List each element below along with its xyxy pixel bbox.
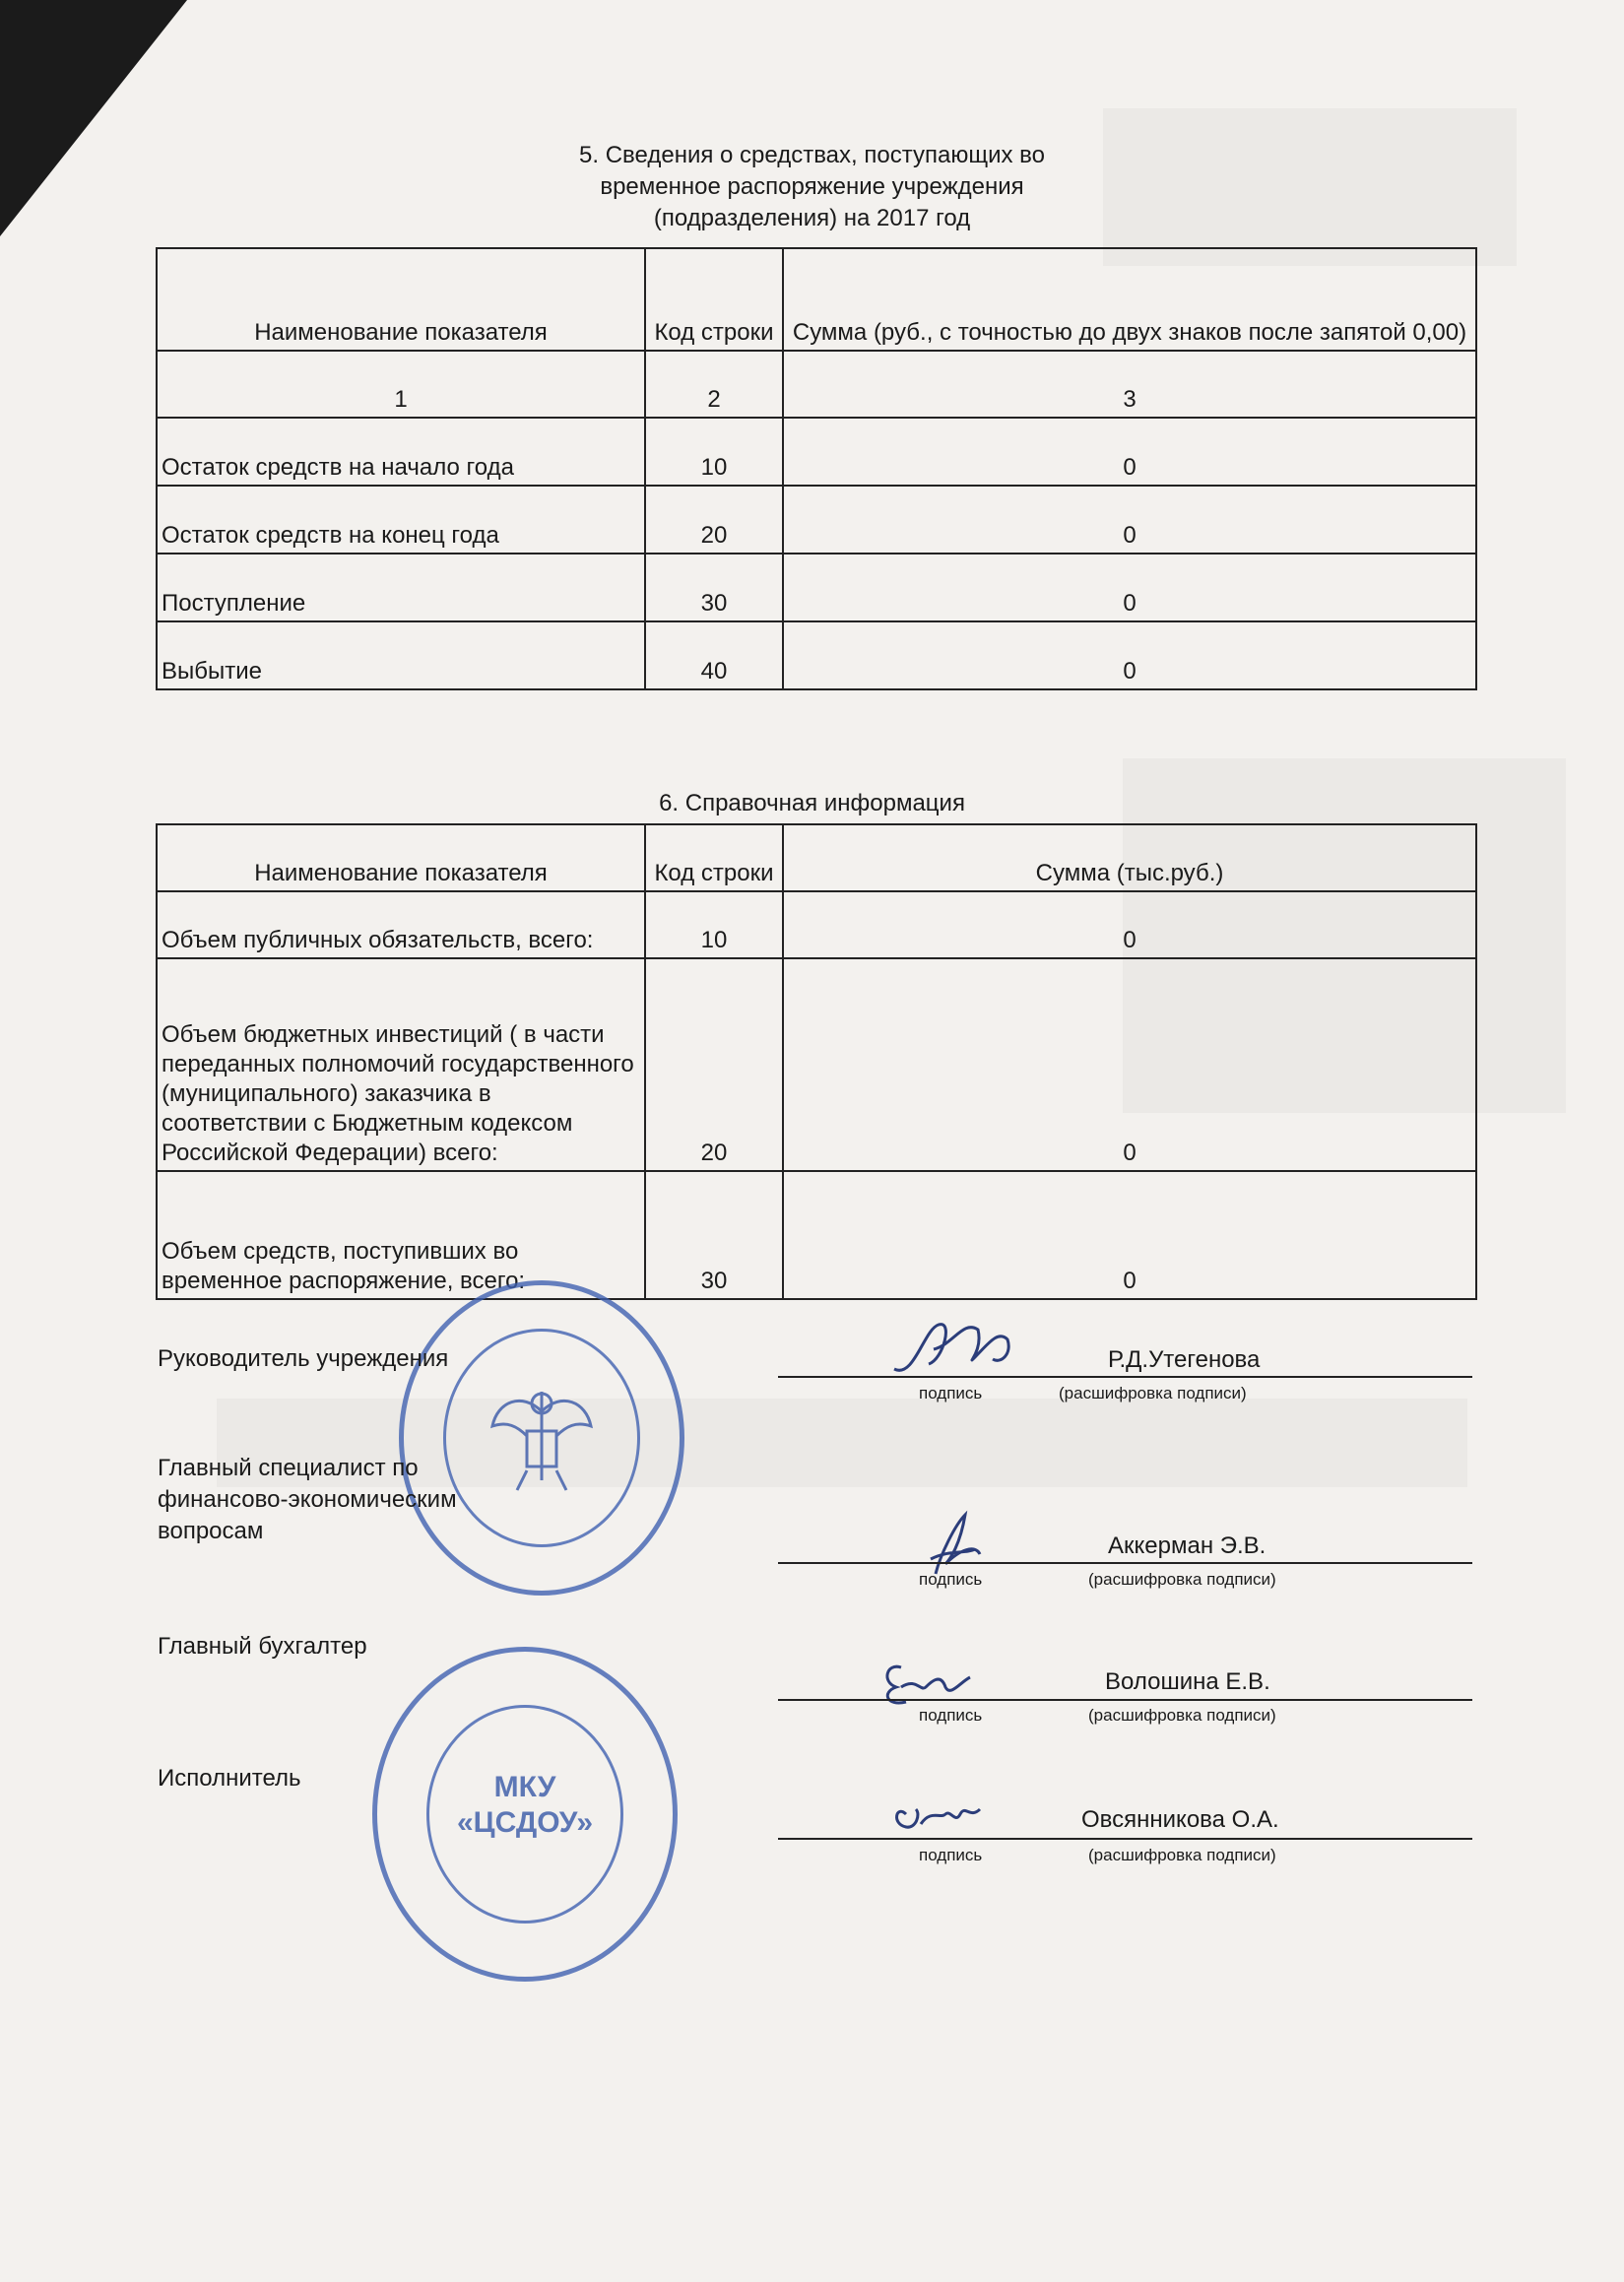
signature-caption: подпись: [919, 1570, 983, 1589]
section5-title-line: 5. Сведения о средствах, поступающих во: [579, 142, 1045, 168]
column-number: 1: [157, 351, 645, 418]
seal-line: МКУ: [493, 1771, 556, 1803]
row-code: 30: [645, 1171, 783, 1299]
header-cell: Наименование показателя: [157, 248, 645, 351]
row-sum: 0: [783, 554, 1476, 621]
header-cell: Сумма (тыс.руб.): [783, 824, 1476, 891]
row-name: Объем бюджетных инвестиций ( в части переданных полномочий государственного (муниципального) заказчика в соответствии с Бюджетным кодексом Российской Федерации) всего:: [157, 958, 645, 1171]
row-name: Остаток средств на начало года: [157, 418, 645, 486]
table-row: [157, 418, 1476, 486]
table-row: [157, 1171, 1476, 1299]
signatory-name: Овсянникова О.А.: [1081, 1806, 1279, 1833]
section5-table: [156, 247, 1477, 690]
name-caption: (расшифровка подписи): [1088, 1570, 1276, 1589]
coat-of-arms-icon: [483, 1372, 601, 1500]
table-row: [157, 958, 1476, 1171]
name-caption: (расшифровка подписи): [1088, 1846, 1276, 1864]
signature-role: Руководитель учреждения: [158, 1345, 449, 1372]
table-row: [157, 621, 1476, 689]
header-cell: Код строки: [645, 824, 783, 891]
signature-role: Главный бухгалтер: [158, 1633, 367, 1660]
handwritten-signature: [872, 1653, 980, 1712]
header-cell: Сумма (руб., с точностью до двух знаков после запятой 0,00): [783, 248, 1476, 351]
header-cell: Наименование показателя: [157, 824, 645, 891]
column-number-row: [157, 351, 1476, 418]
row-sum: 0: [783, 621, 1476, 689]
signatory-name: Волошина Е.В.: [1105, 1668, 1270, 1695]
row-sum: 0: [783, 958, 1476, 1171]
table-row: [157, 486, 1476, 554]
row-name: Объем публичных обязательств, всего:: [157, 891, 645, 958]
row-name: Выбытие: [157, 621, 645, 689]
row-sum: 0: [783, 1171, 1476, 1299]
row-code: 10: [645, 418, 783, 486]
section5-title: [0, 140, 1624, 234]
table-header-row: [157, 248, 1476, 351]
seal-line: «ЦСДОУ»: [456, 1806, 594, 1839]
section5-title-line: (подразделения) на 2017 год: [653, 205, 971, 231]
header-cell: Код строки: [645, 248, 783, 351]
name-caption: (расшифровка подписи): [1088, 1706, 1276, 1725]
signature-line: [778, 1699, 1472, 1701]
signature-role: Главный специалист по финансово-экономическим вопросам: [158, 1455, 457, 1544]
section5-title-line: временное распоряжение учреждения: [600, 173, 1024, 200]
official-seal-lower: [372, 1647, 678, 1982]
signature-caption: подпись: [919, 1706, 983, 1725]
name-caption: (расшифровка подписи): [1059, 1384, 1247, 1402]
row-code: 30: [645, 554, 783, 621]
signature-line: [778, 1838, 1472, 1840]
row-code: 20: [645, 486, 783, 554]
signatory-name: Р.Д.Утегенова: [1108, 1346, 1261, 1373]
row-sum: 0: [783, 891, 1476, 958]
row-sum: 0: [783, 418, 1476, 486]
section6-table: [156, 823, 1477, 1300]
row-code: 40: [645, 621, 783, 689]
table-row: [157, 554, 1476, 621]
row-name: Объем средств, поступивших во временное распоряжение, всего:: [157, 1171, 645, 1299]
table-row: [157, 891, 1476, 958]
signature-caption: подпись: [919, 1384, 983, 1402]
signatory-name: Аккерман Э.В.: [1108, 1532, 1267, 1559]
column-number: 2: [645, 351, 783, 418]
table-header-row: [157, 824, 1476, 891]
column-number: 3: [783, 351, 1476, 418]
row-name: Остаток средств на конец года: [157, 486, 645, 554]
section6-title: 6. Справочная информация: [659, 790, 965, 816]
row-code: 20: [645, 958, 783, 1171]
row-sum: 0: [783, 486, 1476, 554]
signature-role: Исполнитель: [158, 1765, 301, 1792]
official-seal-upper: [399, 1280, 684, 1596]
signature-line: [778, 1376, 1472, 1378]
row-code: 10: [645, 891, 783, 958]
handwritten-signature: [886, 1790, 985, 1839]
row-name: Поступление: [157, 554, 645, 621]
signature-caption: подпись: [919, 1846, 983, 1864]
signature-line: [778, 1562, 1472, 1564]
